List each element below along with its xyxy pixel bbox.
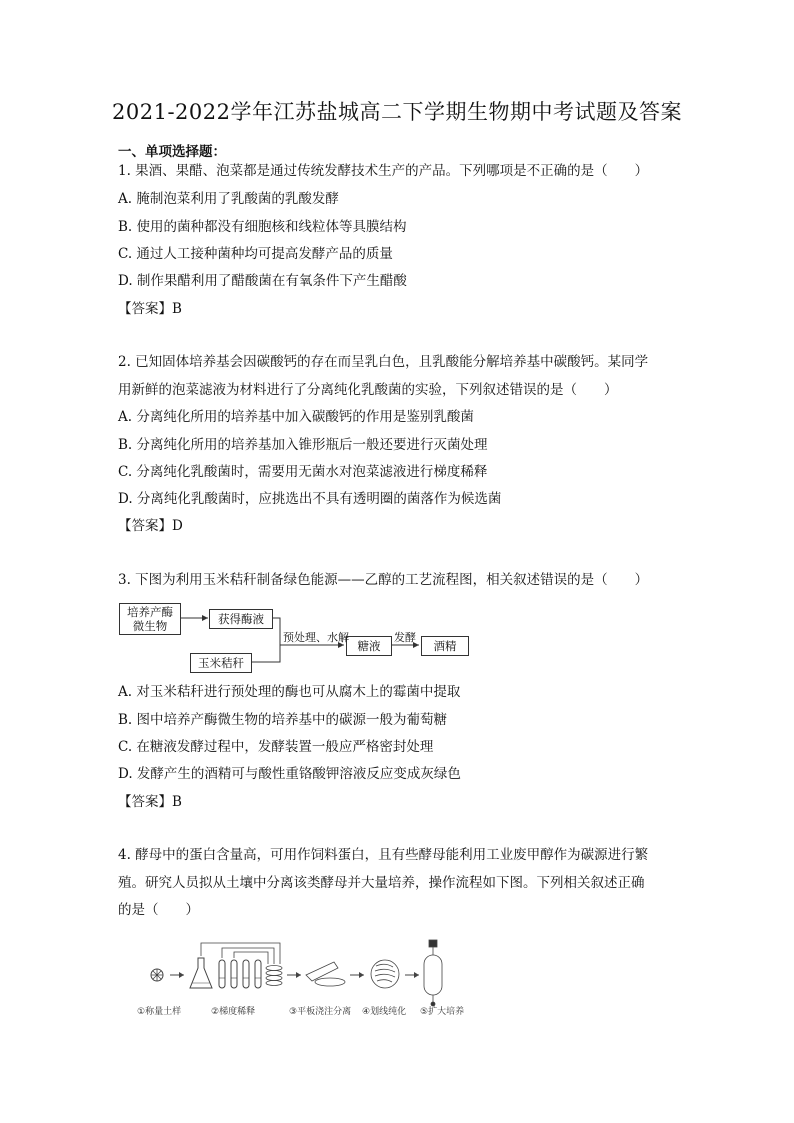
flow-box-alcohol: 酒精 (421, 636, 469, 656)
flow-box-straw: 玉米秸秆 (190, 653, 252, 673)
q2-option-b: B. 分离纯化所用的培养基加入锥形瓶后一般还要进行灭菌处理 (118, 437, 488, 453)
flow-label-pretreat: 预处理、水解 (283, 631, 349, 644)
flow-box-enzyme: 获得酶液 (209, 609, 273, 629)
q2-option-d: D. 分离纯化乳酸菌时，应挑选出不具有透明圈的菌落作为候选菌 (118, 491, 502, 507)
q1-answer: 【答案】B (118, 301, 182, 317)
q3-option-b: B. 图中培养产酶微生物的培养基中的碳源一般为葡萄糖 (118, 712, 448, 728)
step-caption: ④划线纯化 (362, 1007, 407, 1017)
q4-stem-line: 4. 酵母中的蛋白含量高，可用作饲料蛋白，且有些酵母能利用工业废甲醇作为碳源进行繁 (118, 847, 649, 863)
pour-plate-icon (306, 962, 345, 986)
step-caption: ⑤扩大培养 (420, 1007, 465, 1017)
dilution-tubes-icon (219, 960, 261, 988)
q2-stem-line: 用新鲜的泡菜滤液为材料进行了分离纯化乳酸菌的实验，下列叙述错误的是（ ） (118, 382, 618, 398)
soil-sample-icon (151, 969, 163, 981)
page-title: 2021-2022学年江苏盐城高二下学期生物期中考试题及答案 (112, 100, 682, 124)
step-caption: ③平板浇注分离 (289, 1007, 352, 1017)
step-caption: ②梯度稀释 (211, 1007, 256, 1017)
q3-option-c: C. 在糖液发酵过程中，发酵装置一般应严格密封处理 (118, 739, 434, 755)
q1-option-c: C. 通过人工接种菌种均可提高发酵产品的质量 (118, 246, 393, 262)
q4-stem-line: 殖。研究人员拟从土壤中分离该类酵母并大量培养，操作流程如下图。下列相关叙述正确 (118, 875, 645, 891)
fermenter-icon (424, 940, 442, 1006)
q2-stem-line: 2. 已知固体培养基会因碳酸钙的存在而呈乳白色，且乳酸能分解培养基中碳酸钙。某同学 (118, 354, 649, 370)
step-caption: ①称量土样 (137, 1007, 182, 1017)
flow-label-ferment: 发酵 (394, 631, 416, 644)
q1-stem-line: 1. 果酒、果醋、泡菜都是通过传统发酵技术生产的产品。下列哪项是不正确的是（ ） (118, 163, 649, 179)
q2-answer: 【答案】D (118, 518, 183, 534)
q4-stem-line: 的是（ ） (118, 902, 199, 918)
q2-option-c: C. 分离纯化乳酸菌时，需要用无菌水对泡菜滤液进行梯度稀释 (118, 464, 488, 480)
q1-option-b: B. 使用的菌种都没有细胞核和线粒体等具膜结构 (118, 219, 407, 235)
flow-box-microbe: 培养产酶 微生物 (119, 603, 181, 635)
q3-answer: 【答案】B (118, 794, 182, 810)
flask-icon (190, 958, 212, 988)
q3-option-d: D. 发酵产生的酒精可与酸性重铬酸钾溶液反应变成灰绿色 (118, 766, 461, 782)
q1-option-d: D. 制作果醋利用了醋酸菌在有氧条件下产生醋酸 (118, 273, 407, 289)
flow-box-sugar: 糖液 (346, 636, 392, 656)
q3-option-a: A. 对玉米秸秆进行预处理的酶也可从腐木上的霉菌中提取 (118, 684, 461, 700)
q3-stem-line: 3. 下图为利用玉米秸秆制备绿色能源——乙醇的工艺流程图，相关叙述错误的是（ ） (118, 572, 649, 588)
q2-option-a: A. 分离纯化所用的培养基中加入碳酸钙的作用是鉴别乳酸菌 (118, 409, 474, 425)
q1-option-a: A. 腌制泡菜利用了乳酸菌的乳酸发酵 (118, 191, 339, 207)
streak-plate-icon (371, 960, 399, 988)
section-heading: 一、单项选择题： (118, 144, 226, 160)
transfer-lines (201, 943, 280, 964)
plate-stack-icon (266, 966, 282, 986)
